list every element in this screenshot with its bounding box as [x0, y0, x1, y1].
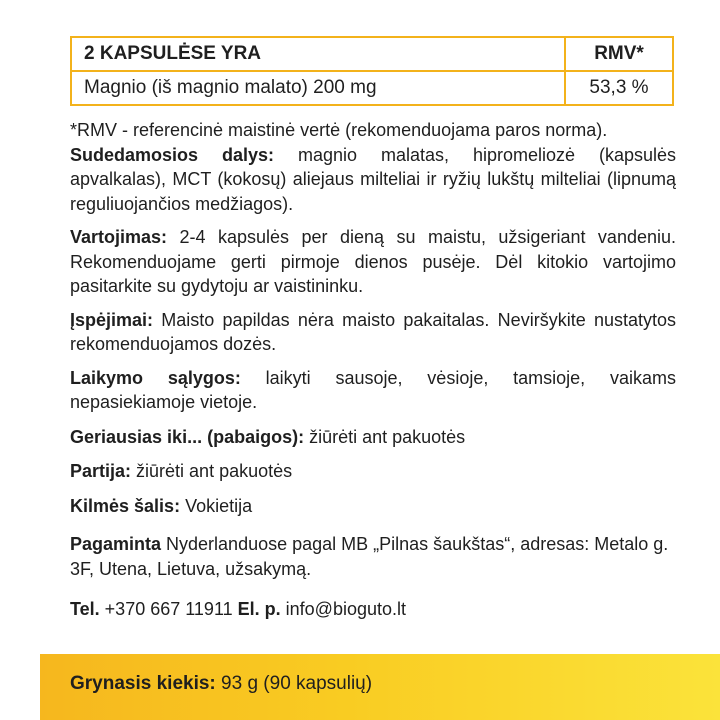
email-label: El. p.	[237, 599, 281, 619]
usage-text: 2-4 kapsulės per dieną su maistu, užsigeriant vandeniu. Rekomenduojame gerti pirmoje dienos pusėje. Dėl kitokio vartojimo pasitarkite su gydytoju ar vaistininku.	[70, 227, 676, 296]
manufacturer-paragraph	[70, 532, 676, 581]
manufacturer-label: Pagaminta	[70, 534, 162, 554]
email-address: info@bioguto.lt	[280, 599, 407, 619]
origin-text: Vokietija	[180, 495, 253, 516]
manufacturer-text: Nyderlanduose pagal MB „Pilnas šaukštas“, adresas: Metalo g. 3F, Utena, Lietuva, užsakymą.	[70, 534, 669, 579]
net-text: 93 g (90 kapsulių)	[215, 673, 373, 694]
usage-paragraph	[70, 225, 676, 299]
warnings-text: Maisto papildas nėra maisto pakaitalas. Neviršykite nustatytos rekomenduojamos dozės.	[70, 309, 676, 354]
storage-paragraph	[70, 366, 676, 415]
best-before-paragraph	[70, 425, 676, 450]
contacts-paragraph	[70, 597, 676, 622]
storage-text: laikyti sausoje, vėsioje, tamsioje, vaikams nepasiekiamoje vietoje.	[70, 367, 676, 412]
net-quantity	[70, 673, 372, 695]
storage-label: Laikymo sąlygos:	[70, 367, 241, 388]
origin-paragraph	[70, 494, 676, 519]
batch-label: Partija:	[70, 461, 132, 481]
ingredients-text: magnio malatas, hipromeliozė (kapsulės apvalkalas), MCT (kokosų) aliejaus milteliai ir ryžių lukštų milteliai (lipnumą reguliuojančios medžiagos).	[70, 144, 676, 214]
batch-text: žiūrėti ant pakuotės	[131, 461, 293, 481]
net-label: Grynasis kiekis:	[70, 673, 216, 694]
warnings-paragraph	[70, 308, 676, 357]
ingredients-label: Sudedamosios dalys:	[70, 144, 275, 165]
nutrient-rmv: 53,3 %	[565, 71, 673, 105]
tel-label: Tel.	[70, 599, 100, 619]
origin-label: Kilmės šalis:	[70, 495, 181, 516]
usage-label: Vartojimas:	[70, 227, 168, 247]
nutrient-name: Magnio (iš magnio malato) 200 mg	[71, 71, 565, 105]
table-row	[71, 71, 673, 105]
best-before-text: žiūrėti ant pakuotės	[304, 426, 466, 447]
footnote: *RMV - referencinė maistinė vertė (rekomenduojama paros norma).	[70, 120, 608, 140]
table-header-title: 2 KAPSULĖSE YRA	[71, 37, 565, 71]
tel-number: +370 667 11911	[99, 599, 238, 619]
batch-paragraph	[70, 459, 676, 484]
warnings-label: Įspėjimai:	[70, 309, 154, 330]
net-quantity-banner	[40, 654, 720, 720]
best-before-label: Geriausias iki... (pabaigos):	[70, 426, 305, 447]
label-text	[70, 118, 676, 622]
ingredients-paragraph	[70, 143, 676, 217]
table-header-row	[71, 37, 673, 71]
table-header-rmv: RMV*	[565, 37, 673, 71]
nutrition-table	[70, 36, 674, 106]
